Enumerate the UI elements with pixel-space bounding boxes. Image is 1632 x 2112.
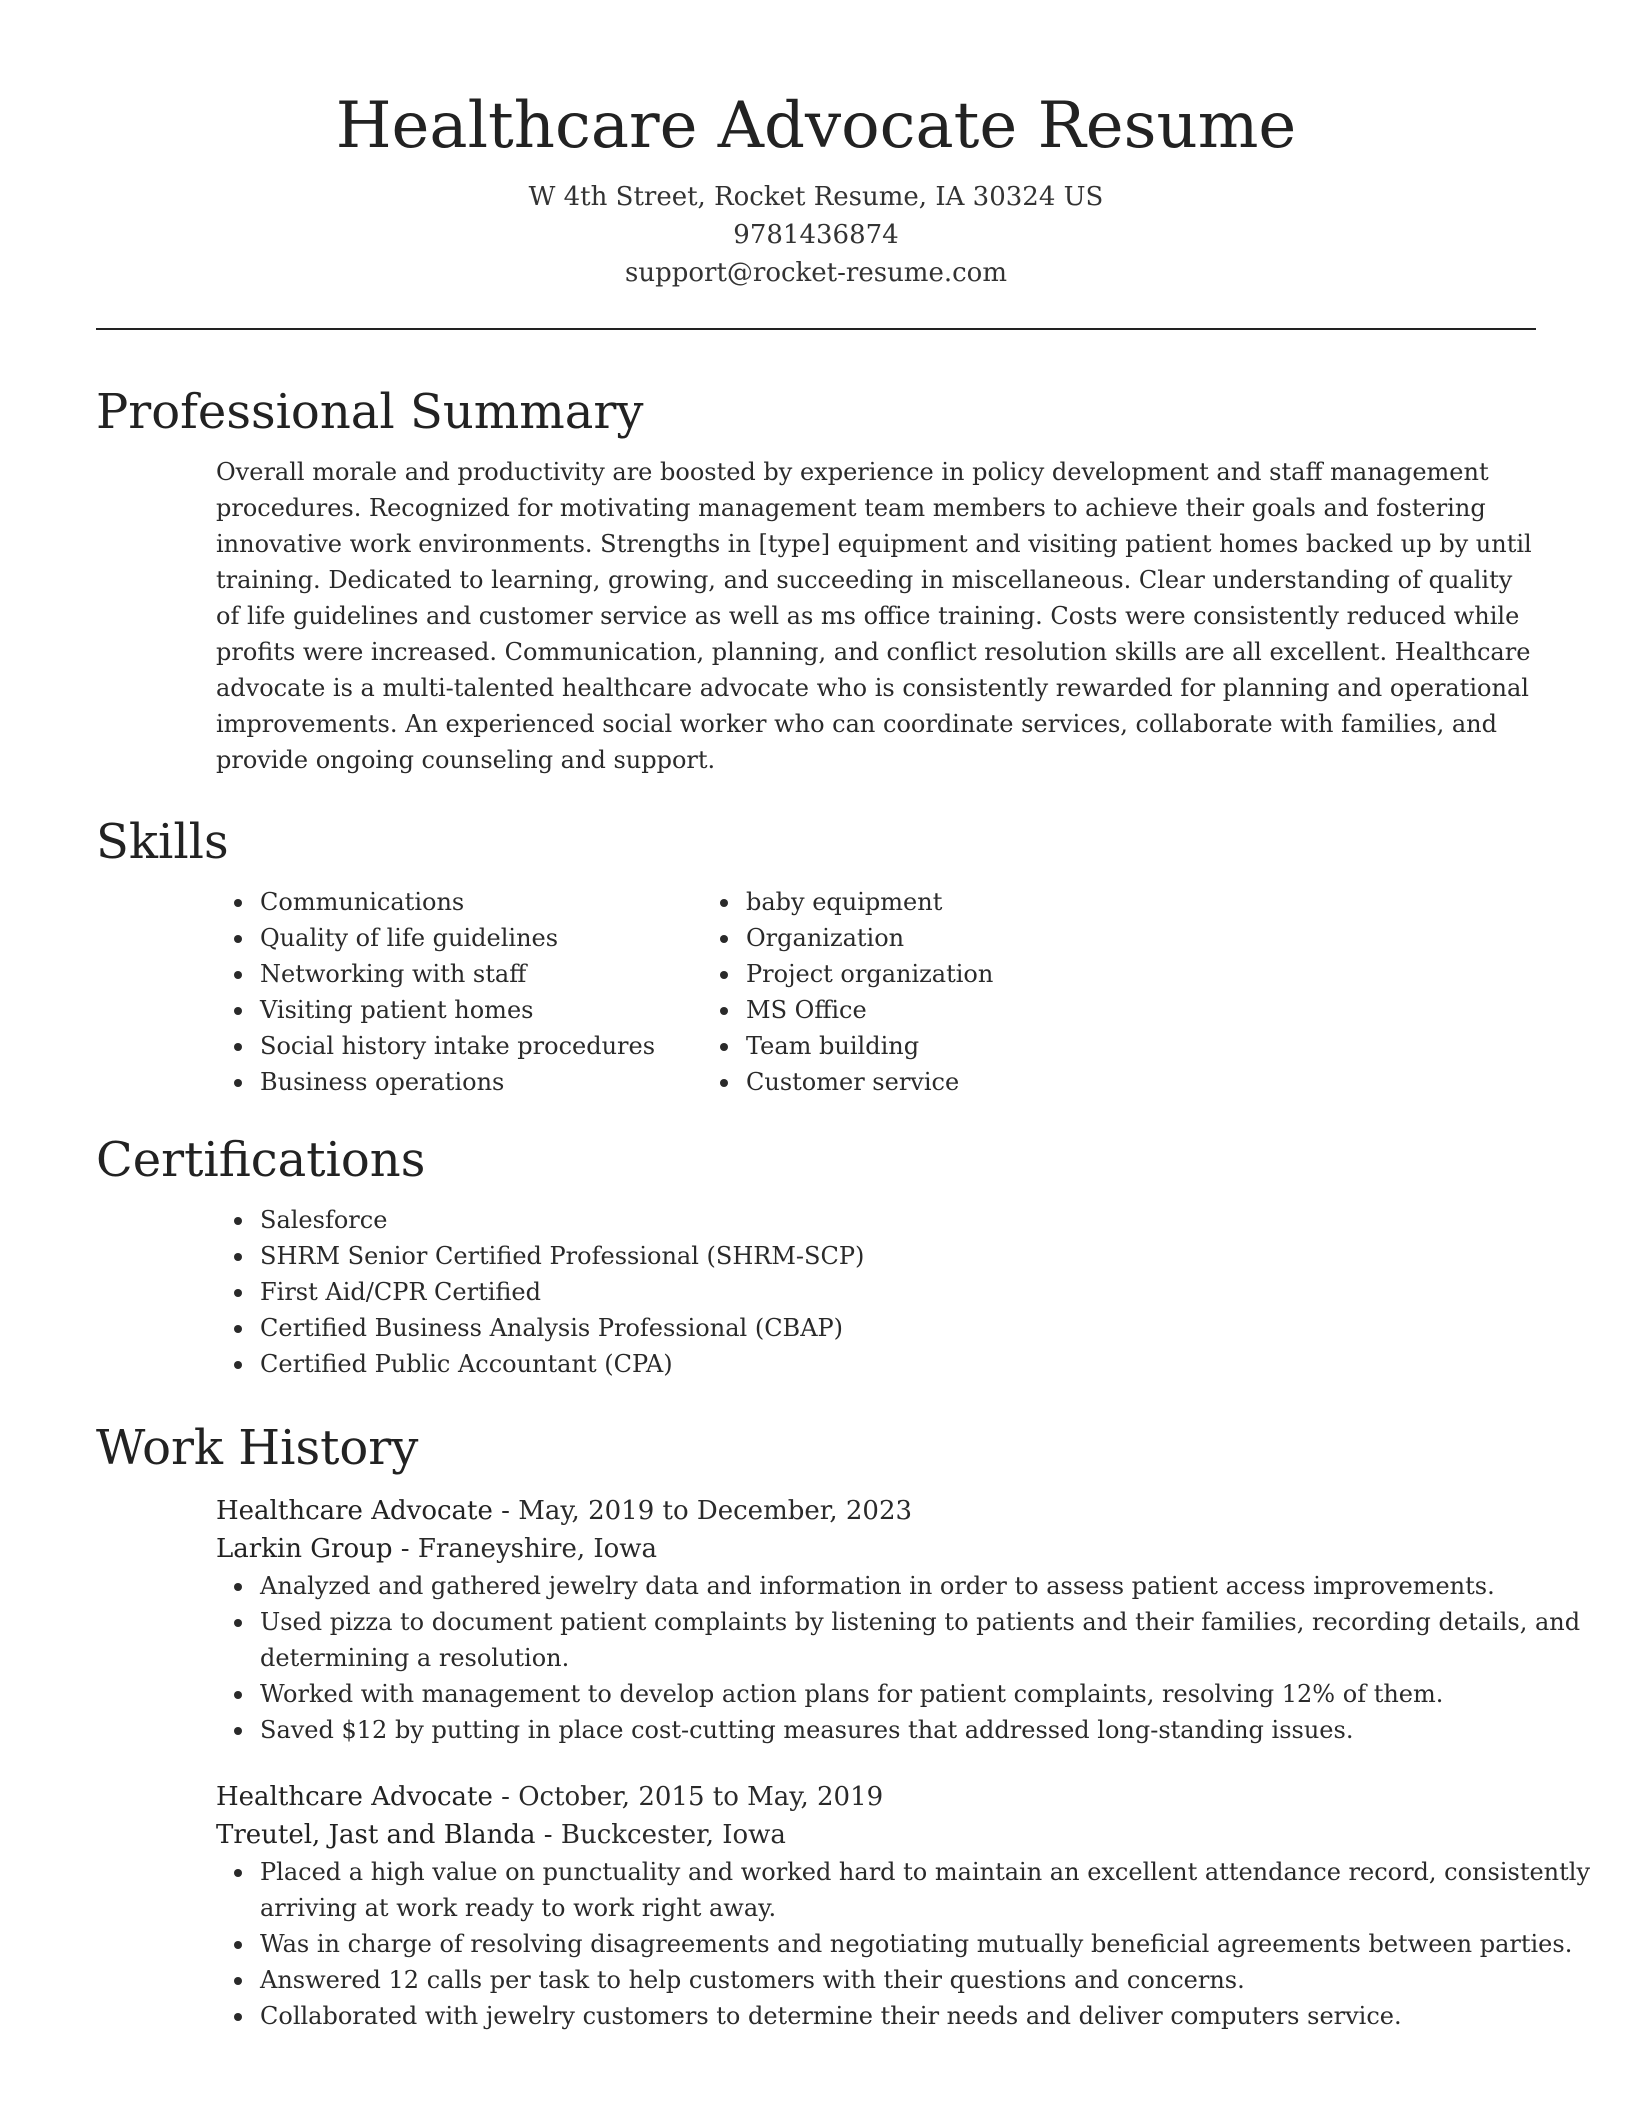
- job-dates: October, 2015 to May, 2019: [518, 1782, 884, 1812]
- summary-section: [96, 382, 1536, 778]
- job-bullet: Placed a high value on punctuality and worked hard to maintain an excellent attendance record, consistently arriving at work ready to work right away.: [260, 1854, 1632, 1926]
- separator: -: [492, 1782, 519, 1812]
- job-bullet: Collaborated with jewelry customers to determine their needs and deliver computers service.: [260, 1998, 1632, 2034]
- header-divider: [96, 328, 1536, 330]
- summary-heading: Professional Summary: [96, 384, 644, 440]
- skill-item: Customer service: [746, 1064, 1396, 1100]
- contact-info: [96, 178, 1536, 292]
- job-bullet: Saved $12 by putting in place cost-cutting measures that addressed long-standing issues.: [260, 1712, 1632, 1748]
- job-company: Treutel, Jast and Blanda: [216, 1820, 536, 1850]
- job-location: Buckcester, Iowa: [560, 1820, 786, 1850]
- certification-item: Certified Public Accountant (CPA): [260, 1346, 1536, 1382]
- separator: -: [492, 1496, 519, 1526]
- job-company-line: [216, 1530, 1536, 1568]
- certifications-heading: Certifications: [96, 1132, 426, 1188]
- job-company-line: [216, 1816, 1536, 1854]
- skill-item: baby equipment: [746, 884, 1396, 920]
- separator: -: [535, 1820, 561, 1850]
- job-position: Healthcare Advocate: [216, 1496, 493, 1526]
- certification-item: SHRM Senior Certified Professional (SHRM-SCP): [260, 1238, 1536, 1274]
- job-bullet: Answered 12 calls per task to help customers with their questions and concerns.: [260, 1962, 1632, 1998]
- skills-section: [96, 812, 1536, 1100]
- resume-page: [96, 0, 1591, 2030]
- skill-item: Team building: [746, 1028, 1396, 1064]
- skills-left-column: [96, 884, 746, 1100]
- summary-text: Overall morale and productivity are boosted by experience in policy development and staff management procedures. Recognized for motivating management team members to achieve their goals and fostering innovative work environments. Strengths in [type] equipment and visiting patient homes backed up by until training. Dedicated to learning, growing, and succeeding in miscellaneous. Clear understanding of quality of life guidelines and customer service as well as ms office training. Costs were consistently reduced while profits were increased. Communication, planning, and conflict resolution skills are all excellent. Healthcare advocate is a multi-talented healthcare advocate who is consistently rewarded for planning and operational improvements. An experienced social worker who can coordinate services, collaborate with families, and provide ongoing counseling and support.: [216, 458, 1532, 774]
- skills-columns: [96, 884, 1536, 1100]
- job-company: Larkin Group: [216, 1534, 393, 1564]
- job-entry: [96, 1492, 1581, 1748]
- skills-heading: Skills: [96, 814, 229, 870]
- resume-title: Healthcare Advocate Resume: [335, 89, 1297, 163]
- skill-item: Organization: [746, 920, 1396, 956]
- phone: 9781436874: [733, 220, 899, 250]
- skill-item: Business operations: [260, 1064, 746, 1100]
- email: support@rocket-resume.com: [624, 258, 1007, 288]
- job-bullet: Used pizza to document patient complaints by listening to patients and their families, recording details, and determining a resolution.: [260, 1604, 1632, 1676]
- skill-item: Project organization: [746, 956, 1396, 992]
- skill-item: Networking with staff: [260, 956, 746, 992]
- job-location: Franeyshire, Iowa: [417, 1534, 658, 1564]
- certification-item: Certified Business Analysis Professional (CBAP): [260, 1310, 1536, 1346]
- resume-header: [96, 0, 1536, 330]
- job-position: Healthcare Advocate: [216, 1782, 493, 1812]
- work-history-section: [96, 1418, 1591, 2034]
- job-bullet: Worked with management to develop action plans for patient complaints, resolving 12% of them.: [260, 1676, 1632, 1712]
- job-entry: [96, 1778, 1591, 2034]
- skill-item: MS Office: [746, 992, 1396, 1028]
- skill-item: Quality of life guidelines: [260, 920, 746, 956]
- job-dates: May, 2019 to December, 2023: [518, 1496, 913, 1526]
- skill-item: Social history intake procedures: [260, 1028, 746, 1064]
- job-title-line: [216, 1492, 1536, 1530]
- skill-item: Visiting patient homes: [260, 992, 746, 1028]
- job-title-line: [216, 1778, 1536, 1816]
- separator: -: [392, 1534, 418, 1564]
- certification-item: First Aid/CPR Certified: [260, 1274, 1536, 1310]
- address: W 4th Street, Rocket Resume, IA 30324 US: [528, 182, 1104, 212]
- certification-item: Salesforce: [260, 1202, 1536, 1238]
- certifications-list: [96, 1202, 1536, 1382]
- certifications-section: [96, 1130, 1536, 1382]
- job-bullet: Analyzed and gathered jewelry data and information in order to assess patient access improvements.: [260, 1568, 1632, 1604]
- job-bullet: Was in charge of resolving disagreements and negotiating mutually beneficial agreements between parties.: [260, 1926, 1632, 1962]
- skill-item: Communications: [260, 884, 746, 920]
- job-bullets: [96, 1854, 1632, 2034]
- skills-right-column: [746, 884, 1396, 1100]
- job-bullets: [96, 1568, 1632, 1748]
- work-history-heading: Work History: [96, 1420, 419, 1476]
